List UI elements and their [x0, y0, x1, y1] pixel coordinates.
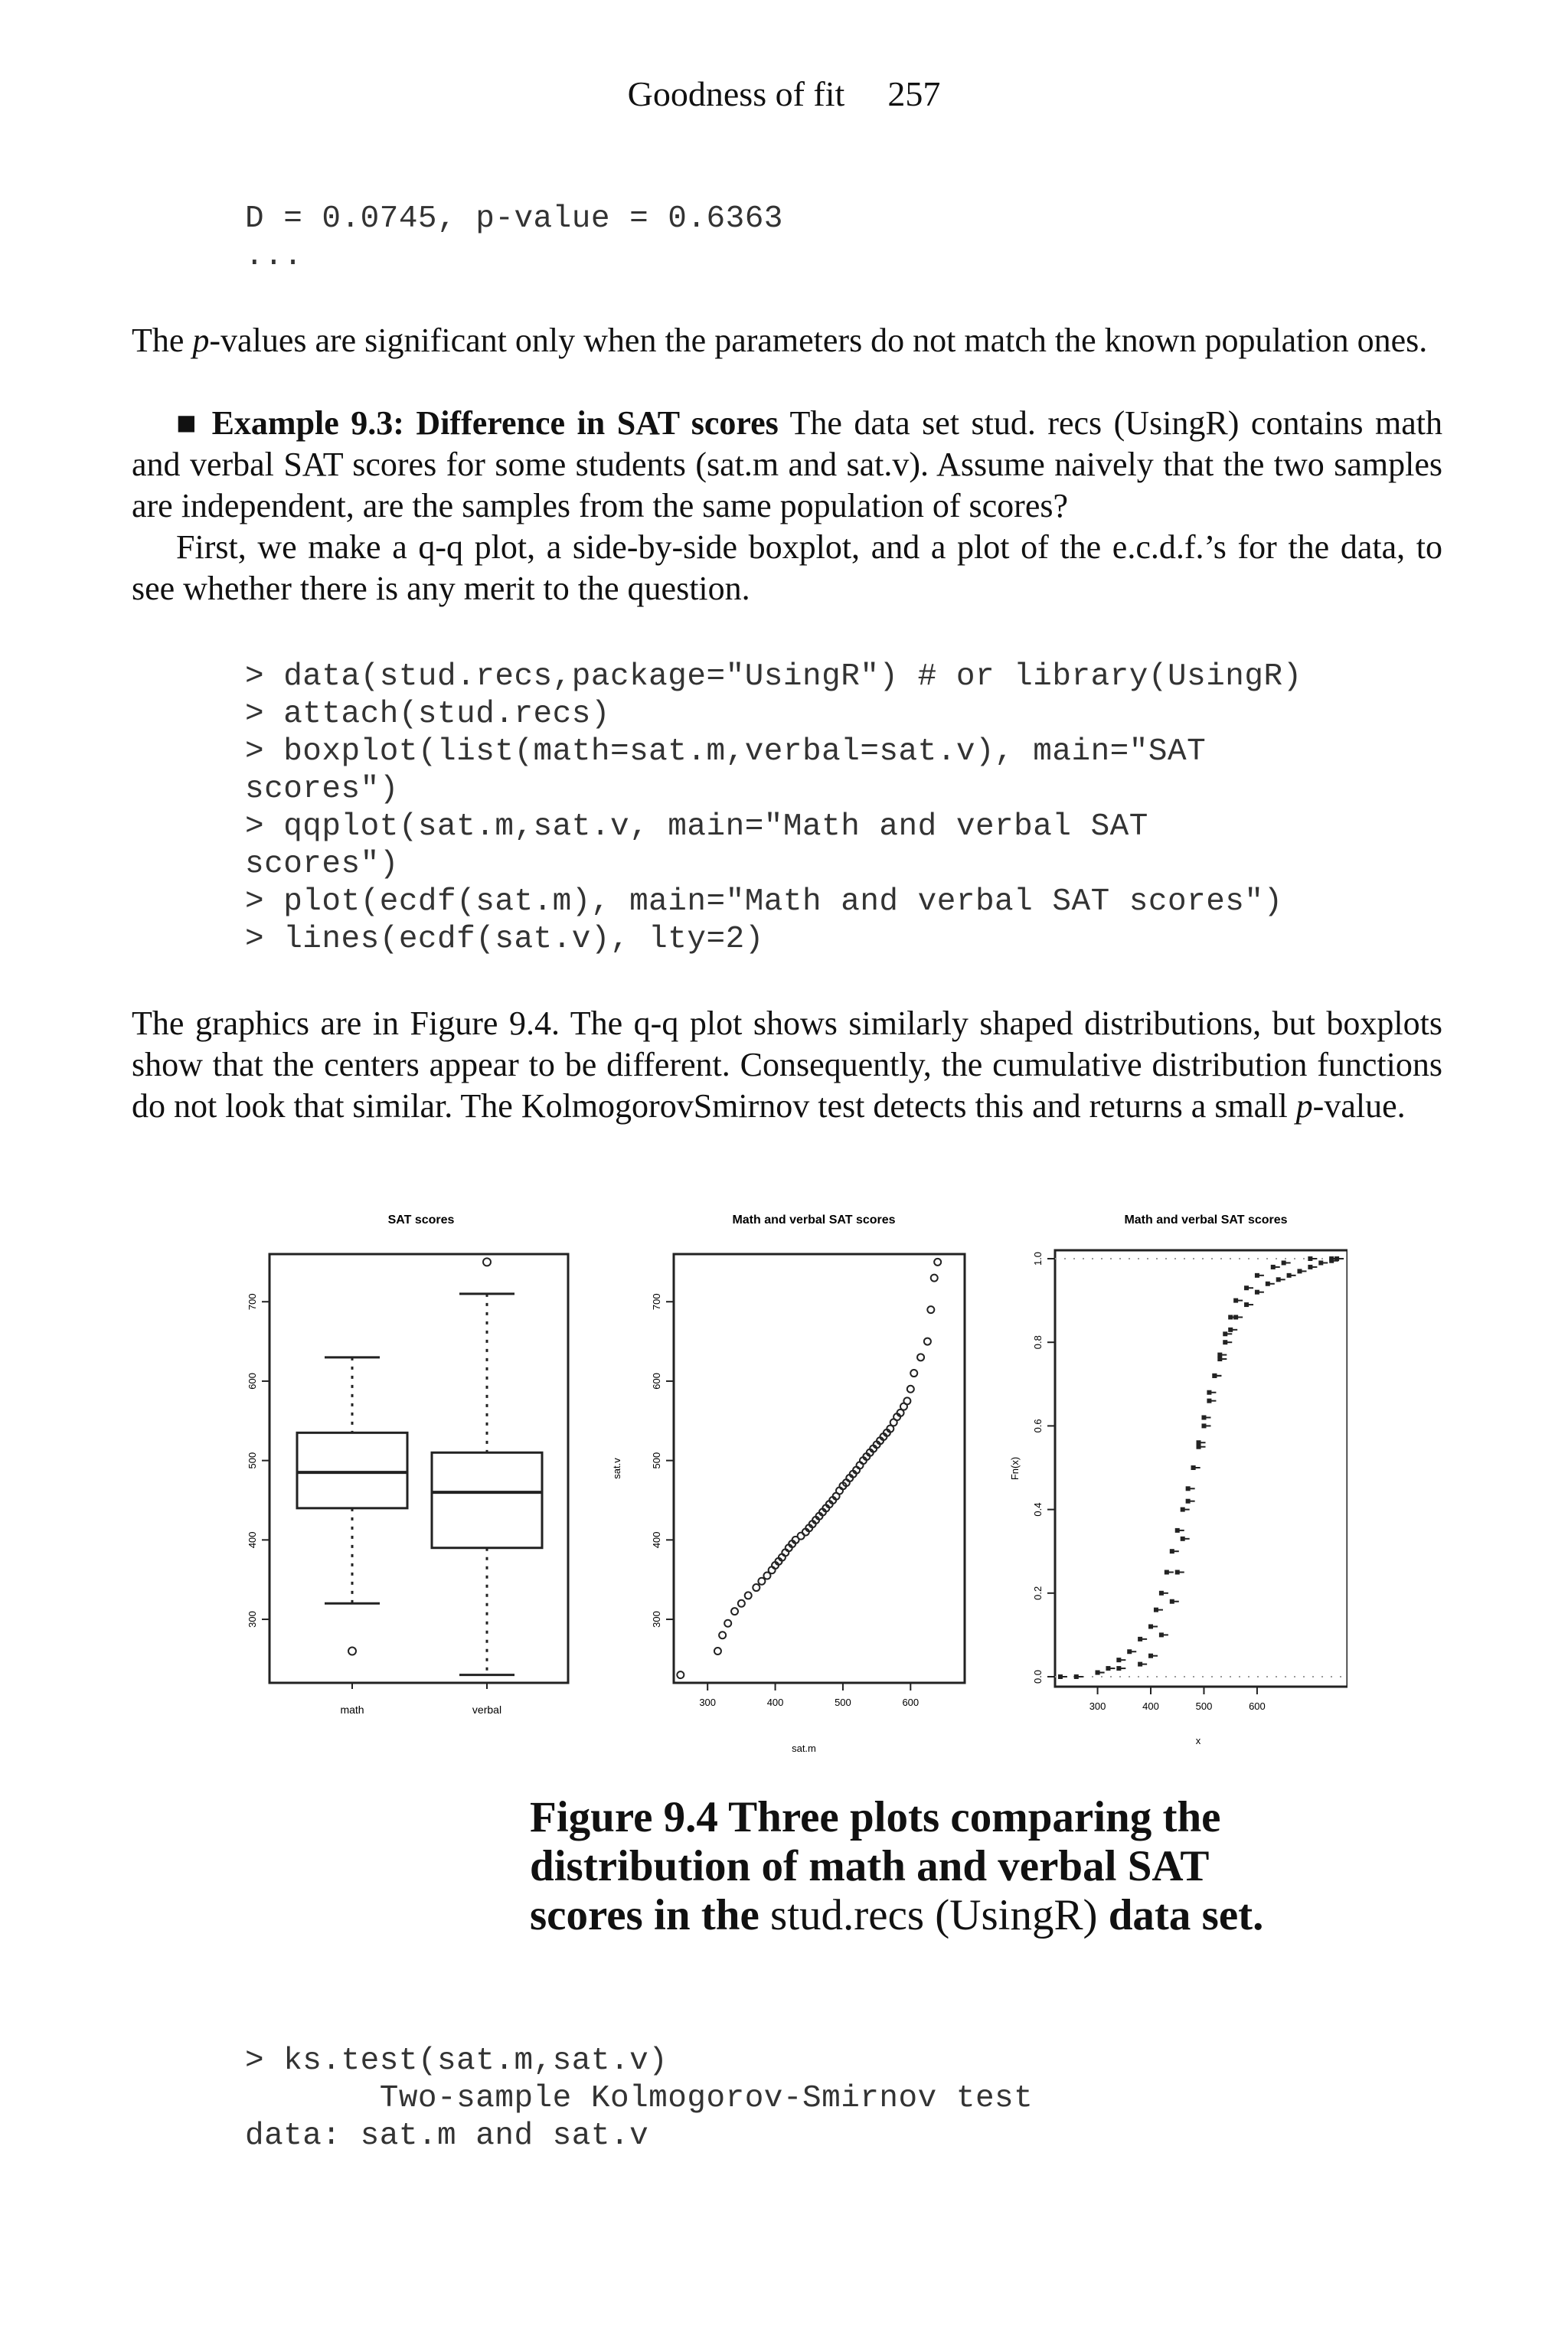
qq-point	[931, 1275, 938, 1282]
x-tick-label: 400	[766, 1697, 784, 1708]
qq-point	[724, 1620, 731, 1627]
qq-point	[719, 1632, 726, 1638]
y-axis-label: Fn(x)	[1009, 1456, 1021, 1481]
box-verbal	[432, 1452, 542, 1547]
x-tick-label: 600	[902, 1697, 920, 1708]
qq-point	[917, 1354, 924, 1361]
paragraph-first	[132, 527, 1442, 609]
text-run: -value.	[1312, 1087, 1406, 1125]
code-line: > data(stud.recs,package="UsingR") # or library(UsingR)	[245, 659, 1302, 694]
code-line: D = 0.0745, p-value = 0.6363	[245, 201, 783, 237]
running-header	[0, 74, 1568, 114]
code-line: > plot(ecdf(sat.m), main="Math and verbal SAT scores")	[245, 884, 1283, 920]
paragraph-graphics	[132, 1003, 1442, 1127]
paragraph-pvalues	[132, 320, 1442, 361]
caption-bold: Figure 9.4 Three plots comparing the distribution of math and verbal SAT scores in the	[530, 1793, 1221, 1939]
caption-normal: stud.recs (UsingR)	[759, 1891, 1098, 1939]
y-tick-label: 500	[651, 1452, 662, 1469]
text-run: -values are significant only when the parameters do not match the known population ones.	[209, 322, 1428, 359]
chart-title: Math and verbal SAT scores	[732, 1214, 896, 1227]
code-block-kstest	[245, 2043, 1033, 2155]
y-tick-label: 300	[651, 1611, 662, 1628]
box-math	[297, 1432, 407, 1508]
ecdf-panel	[1009, 1214, 1348, 1746]
code-block-ks-output	[245, 201, 783, 276]
figure-9-4	[230, 1208, 1348, 1775]
qq-point	[910, 1370, 917, 1377]
x-tick-label: math	[340, 1704, 364, 1716]
qq-plot-panel	[611, 1214, 965, 1754]
x-tick-label: 300	[699, 1697, 717, 1708]
qq-point	[924, 1338, 931, 1345]
x-tick-label: 600	[1249, 1700, 1266, 1712]
code-line: > attach(stud.recs)	[245, 697, 610, 732]
chart-title: Math and verbal SAT scores	[1124, 1214, 1288, 1227]
y-tick-label: 400	[651, 1531, 662, 1549]
qq-point	[758, 1578, 765, 1585]
code-line: ...	[245, 239, 303, 274]
y-axis-label: sat.v	[611, 1458, 622, 1479]
code-line: Two-sample Kolmogorov-Smirnov test	[245, 2081, 1034, 2116]
qq-point	[745, 1592, 752, 1599]
y-tick-label: 0.6	[1032, 1419, 1044, 1433]
qq-point	[677, 1671, 684, 1678]
y-tick-label: 300	[247, 1611, 258, 1628]
italic-p: p	[1295, 1087, 1313, 1125]
qq-point	[714, 1648, 721, 1655]
code-line: scores")	[245, 772, 399, 807]
code-line: > lines(ecdf(sat.v), lty=2)	[245, 922, 764, 957]
plot-frame	[674, 1254, 965, 1683]
y-tick-label: 600	[651, 1373, 662, 1390]
caption-bold-end: data set.	[1108, 1891, 1264, 1939]
x-tick-label: 400	[1142, 1700, 1159, 1712]
y-tick-label: 0.0	[1032, 1669, 1044, 1684]
y-tick-label: 700	[247, 1293, 258, 1311]
chart-title: SAT scores	[387, 1214, 455, 1227]
x-tick-label: 500	[835, 1697, 851, 1708]
figure-caption	[530, 1793, 1265, 1940]
text-run: The graphics are in Figure 9.4. The q-q plot shows similarly shaped distributions, but boxplots show that the centers appear to be different. Consequently, the cumulative distribution functions do not look that similar. The KolmogorovSmirnov test detects this and returns a small	[132, 1004, 1442, 1125]
qq-point	[927, 1306, 934, 1313]
x-axis-label: sat.m	[792, 1743, 816, 1754]
y-tick-label: 500	[247, 1452, 258, 1469]
outlier-point	[348, 1648, 356, 1655]
code-line: > qqplot(sat.m,sat.v, main="Math and verbal SAT	[245, 809, 1148, 844]
example-title: Example 9.3: Difference in SAT scores	[211, 404, 779, 442]
y-tick-label: 700	[651, 1293, 662, 1311]
code-line: > ks.test(sat.m,sat.v)	[245, 2043, 668, 2079]
paragraph-example	[132, 403, 1442, 527]
qq-point	[907, 1386, 914, 1393]
y-tick-label: 0.8	[1032, 1335, 1044, 1350]
y-tick-label: 600	[247, 1373, 258, 1390]
x-tick-label: 300	[1089, 1700, 1106, 1712]
y-tick-label: 1.0	[1032, 1251, 1044, 1266]
y-tick-label: 400	[247, 1531, 258, 1549]
qq-point	[753, 1584, 760, 1591]
outlier-point	[483, 1258, 491, 1266]
qq-point	[934, 1259, 941, 1266]
plot-frame	[1055, 1250, 1348, 1687]
header-title: Goodness of fit	[627, 74, 845, 113]
qq-point	[903, 1397, 910, 1404]
x-tick-label: verbal	[472, 1704, 502, 1716]
text-run: First, we make a q-q plot, a side-by-side boxplot, and a plot of the e.c.d.f.’s for the data, to see whether there is any merit to the question.	[132, 528, 1442, 607]
square-bullet: ■	[176, 404, 212, 442]
y-tick-label: 0.2	[1032, 1586, 1044, 1600]
y-tick-label: 0.4	[1032, 1502, 1044, 1517]
boxplot-panel	[247, 1214, 568, 1716]
code-block-r	[245, 658, 1302, 959]
code-line: data: sat.m and sat.v	[245, 2118, 649, 2154]
qq-point	[731, 1608, 738, 1615]
italic-p: p	[192, 322, 210, 359]
example-body: The data set stud. recs (UsingR) contains math and verbal SAT scores for some students (sat.m and sat.v). Assume naively that the two samples are independent, are the samples from the same population of scores?	[132, 404, 1443, 524]
page-number: 257	[887, 74, 941, 113]
code-line: scores")	[245, 847, 399, 882]
qq-point	[738, 1600, 745, 1607]
x-tick-label: 500	[1195, 1700, 1213, 1712]
code-line: > boxplot(list(math=sat.m,verbal=sat.v), main="SAT	[245, 734, 1207, 769]
text-run: The	[132, 322, 193, 359]
x-axis-label: x	[1195, 1735, 1201, 1746]
